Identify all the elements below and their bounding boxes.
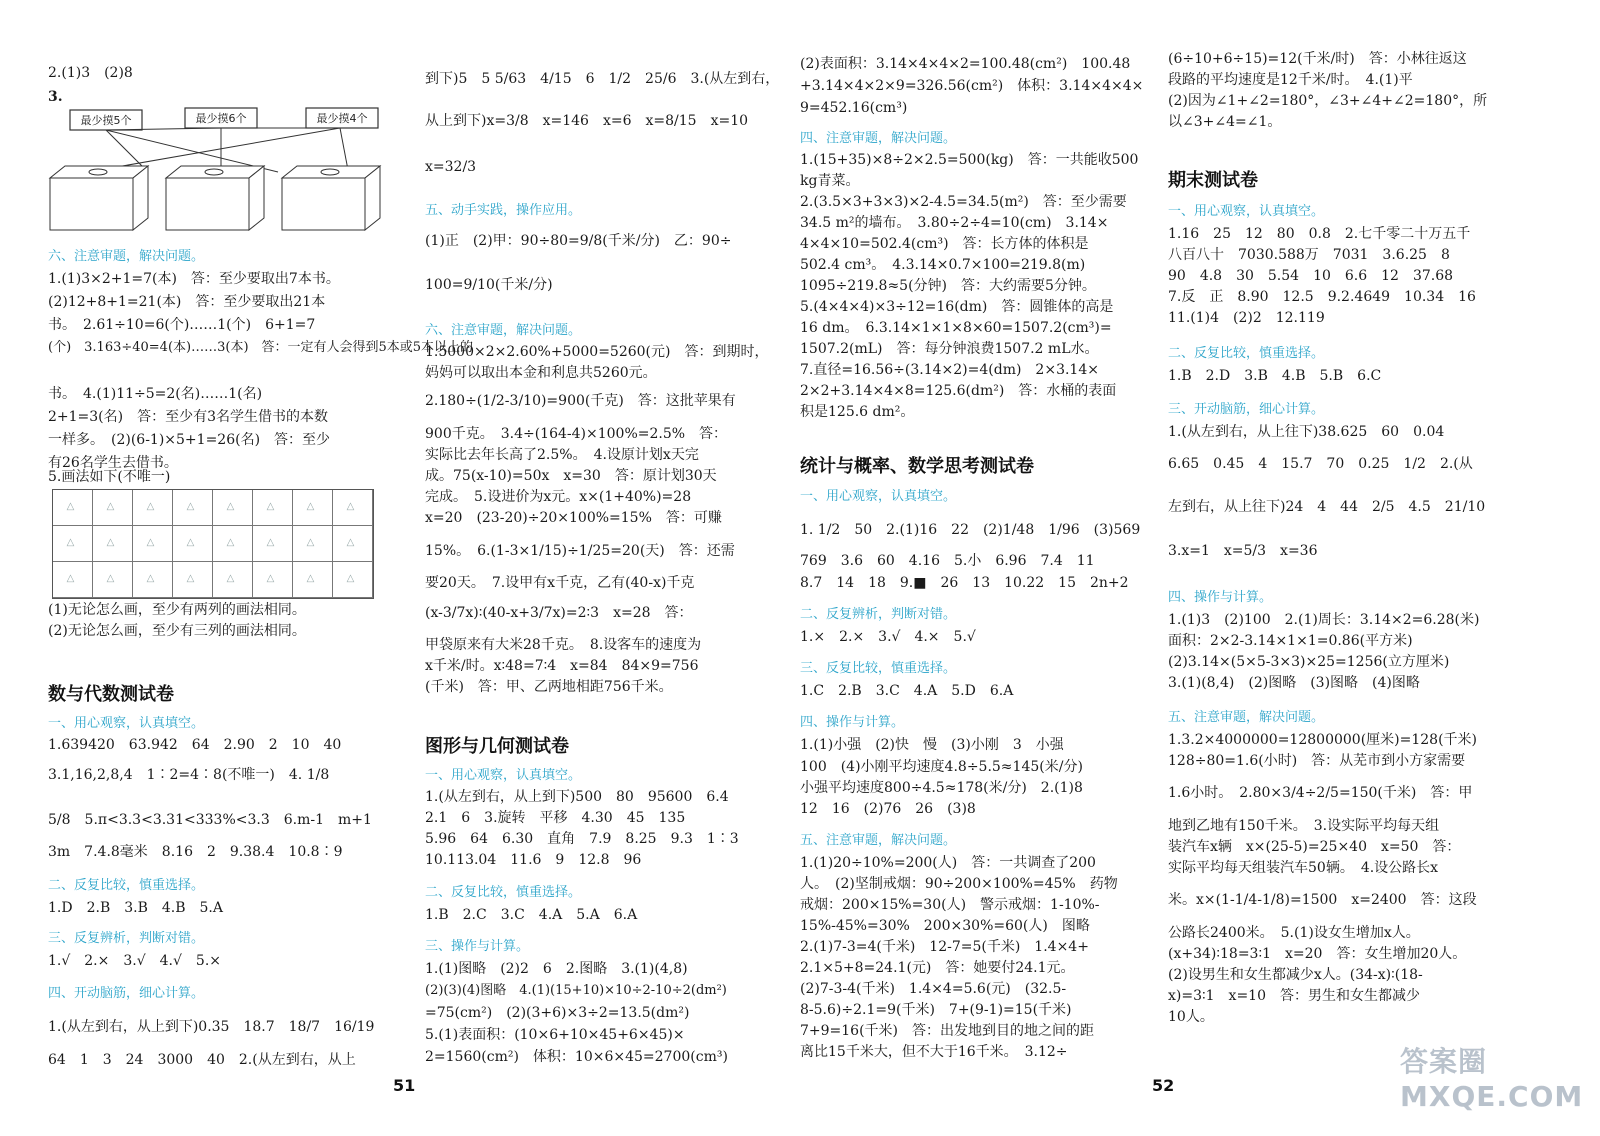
text-line: 769 3.6 60 4.16 5.小 6.96 7.4 11 xyxy=(800,553,1095,569)
text-line: 6.65 0.45 4 15.7 70 0.25 1/2 2.(从 xyxy=(1168,456,1473,472)
page-number: 52 xyxy=(1152,1076,1175,1095)
text-line: 1.(1)图略 (2)2 6 2.图略 3.(1)(4,8) xyxy=(425,961,688,977)
text-line: 1.(1)3 (2)100 2.(1)周长：3.14×2=6.28(米) xyxy=(1168,612,1480,628)
text-line: 米。x×(1-1/4-1/8)=1500 x=2400 答：这段 xyxy=(1168,892,1477,908)
text-line: 100 (4)小刚平均速度4.8÷5.5≈145(米/分) xyxy=(800,759,1083,775)
section-heading: 二、反复比较，慎重选择。 xyxy=(425,885,582,900)
text-line: 1.(15+35)×8÷2×2.5=500(kg) 答：一共能收500 xyxy=(800,152,1139,168)
text-line: 1.√ 2.× 3.√ 4.√ 5.× xyxy=(48,953,222,969)
section-heading: 三、操作与计算。 xyxy=(425,939,530,954)
text-line: 10.113.04 11.6 9 12.8 96 xyxy=(425,852,642,868)
text-line: (1)正 (2)甲：90÷80=9/8(千米/分) 乙：90÷ xyxy=(425,233,732,249)
section-heading: 六、注意审题，解决问题。 xyxy=(425,323,582,338)
text-line: 2.1×5+8=24.1(元) 答：她要付24.1元。 xyxy=(800,960,1075,976)
figure-label: 最少摸5个 xyxy=(80,114,132,127)
text-line: 1095÷219.8≈5(分钟) 答：大约需要5分钟。 xyxy=(800,278,1096,294)
text-line: 5/8 5.π<3.3<3.31<333%<3.3̇ 6.m-1 m+1 xyxy=(48,812,372,828)
text-line: 八百八十 7030.588万 7031 3.6.25 8 xyxy=(1168,247,1450,263)
text-line: 2+1=3(名) 答：至少有3名学生借书的本数 xyxy=(48,409,329,425)
section-heading: 一、用心观察，认真填空。 xyxy=(48,716,205,731)
text-line: (2)7-3-4(千米) 1.4×4=5.6(元) (32.5- xyxy=(800,981,1067,997)
text-line: (2)设男生和女生都减少x人。(34-x)∶(18- xyxy=(1168,967,1423,983)
text-line: 900千克。 3.4÷(164-4)×100%=2.5% 答： xyxy=(425,426,728,442)
text-line: 90 4.8 30 5.54 10 6.6 12 37.68 xyxy=(1168,268,1454,284)
text-line: 1.(从左到右，从上往下)38.625 60 0.04 xyxy=(1168,424,1445,440)
text-line: 一样多。 (2)(6-1)×5+1=26(名) 答：至少 xyxy=(48,432,331,448)
text-line: +3.14×4×2×9=326.56(cm²) 体积：3.14×4×4× xyxy=(800,78,1144,94)
section-heading: 二、反复比较，慎重选择。 xyxy=(48,878,205,893)
text-line: 7+9=16(千米) 答：出发地到目的地之间的距 xyxy=(800,1023,1095,1039)
text-line: kg青菜。 xyxy=(800,173,860,189)
answer-column-4 xyxy=(1168,0,1513,1136)
text-line: 成。75(x-10)=50x x=30 答：原计划30天 xyxy=(425,468,717,484)
text-line: 1.3.2×4000000=12800000(厘米)=128(千米) xyxy=(1168,732,1477,748)
text-line: 1.D 2.B 3.B 4.B 5.A xyxy=(48,900,223,916)
text-line: 1.6小时。 2.80×3/4÷2/5=150(千米) 答：甲 xyxy=(1168,785,1473,801)
text-line: 1.16 25 12 80 0.8 2.七千零二十万五千 xyxy=(1168,226,1471,242)
section-heading: 五、注意审题，解决问题。 xyxy=(1168,710,1325,725)
text-line: 戒烟：200×15%=30(人) 警示戒烟：1-10%- xyxy=(800,897,1100,913)
text-line: 12 16 (2)76 26 (3)8 xyxy=(800,801,976,817)
probability-figure xyxy=(48,100,393,240)
section-heading: 一、用心观察，认真填空。 xyxy=(1168,204,1325,219)
text-line: 面积：2×2-3.14×1×1=0.86(平方米) xyxy=(1168,633,1413,649)
text-line: (2)因为∠1+∠2=180°，∠3+∠4+∠2=180°，所 xyxy=(1168,93,1488,109)
text-line: (2)3.14×(5×5-3×3)×25=1256(立方厘米) xyxy=(1168,654,1450,670)
text-line: 3m 7.4.8毫米 8.16 2 9.38.4 10.8∶9 xyxy=(48,844,343,860)
text-line: 5.画法如下(不唯一) xyxy=(48,469,171,485)
text-line: 书。 4.(1)11÷5=2(名)……1(名) xyxy=(48,386,263,402)
text-line: 16 dm。 6.3.14×1×1×8×60=1507.2(cm³)= xyxy=(800,320,1112,336)
text-line: 11.(1)4 (2)2 12.119 xyxy=(1168,310,1325,326)
section-heading: 一、用心观察，认真填空。 xyxy=(425,768,582,783)
text-line: 积是125.6 dm²。 xyxy=(800,404,915,420)
text-line: x=32/3 xyxy=(425,159,477,175)
text-line: 5.(1)表面积：(10×6+10×45+6×45)× xyxy=(425,1027,685,1043)
text-line: 书。 2.61÷10=6(个)……1(个) 6+1=7 xyxy=(48,317,316,333)
text-line: 实际比去年长高了2.5%。 4.设原计划x天完 xyxy=(425,447,699,463)
text-line: 甲袋原来有大米28千克。 8.设客车的速度为 xyxy=(425,637,702,653)
section-heading: 六、注意审题，解决问题。 xyxy=(48,249,205,264)
watermark-logo: 答案圈 MXQE.COM xyxy=(1400,1045,1584,1113)
text-line: 1.B 2.D 3.B 4.B 5.B 6.C xyxy=(1168,368,1382,384)
text-line: (个) 3.163÷40=4(本)……3(本) 答：一定有人会得到5本或5本以上的 xyxy=(48,340,474,355)
text-line: 2=1560(cm²) 体积：10×6×45=2700(cm³) xyxy=(425,1049,728,1065)
text-line: 以∠3+∠4=∠1。 xyxy=(1168,114,1282,130)
text-line: 1.(1)3×2+1=7(本) 答：至少要取出7本书。 xyxy=(48,271,340,287)
text-line: 3. xyxy=(48,89,63,105)
text-line: 1.(从左到右，从上到下)500 80 95600 6.4 xyxy=(425,789,729,805)
text-line: 1.C 2.B 3.C 4.A 5.D 6.A xyxy=(800,683,1014,699)
figure-label: 最少摸4个 xyxy=(316,112,368,125)
section-heading: 四、操作与计算。 xyxy=(800,715,905,730)
section-title: 数与代数测试卷 xyxy=(48,684,174,705)
section-title: 期末测试卷 xyxy=(1168,170,1258,191)
drawing-grid xyxy=(52,489,374,599)
text-line: 7.直径=16.56÷(3.14×2)=4(dm) 2×3.14× xyxy=(800,362,1099,378)
text-line: 完成。 5.设进价为x元。x×(1+40%)=28 xyxy=(425,489,692,505)
text-line: 有26名学生去借书。 xyxy=(48,455,178,471)
text-line: 公路长2400米。 5.(1)设女生增加x人。 xyxy=(1168,925,1420,941)
text-line: 2.180÷(1/2-3/10)=900(千克) 答：这批苹果有 xyxy=(425,393,736,409)
section-heading: 三、开动脑筋，细心计算。 xyxy=(1168,402,1325,417)
answer-column-3 xyxy=(800,0,1144,1136)
text-line: (6÷10+6÷15)=12(千米/时) 答：小林往返这 xyxy=(1168,51,1467,67)
text-line: (千米) 答：甲、乙两地相距756千米。 xyxy=(425,679,673,695)
text-line: 从上到下)x=3/8 x=146 x=6 x=8/15 x=10 xyxy=(425,113,749,129)
text-line: 34.5 m²的墙布。 3.80÷2÷4=10(cm) 3.14× xyxy=(800,215,1109,231)
text-line: 1.5000×2×2.60%+5000=5260(元) 答：到期时， xyxy=(425,344,769,360)
text-line: 1.B 2.C 3.C 4.A 5.A 6.A xyxy=(425,907,638,923)
text-line: 5.96 64 6.30 直角 7.9 8.25 9.3 1∶3 xyxy=(425,831,739,847)
text-line: 2×2+3.14×4×8=125.6(dm²) 答：水桶的表面 xyxy=(800,383,1117,399)
section-heading: 三、反复比较，慎重选择。 xyxy=(800,661,957,676)
section-heading: 二、反复辨析，判断对错。 xyxy=(800,607,957,622)
text-line: =75(cm²) (2)(3+6)×3÷2=13.5(dm²) xyxy=(425,1005,690,1021)
section-heading: 二、反复比较，慎重选择。 xyxy=(1168,346,1325,361)
text-line: 2.(1)3 (2)8 xyxy=(48,65,133,81)
text-line: 3.x=1 x=5/3 x=36 xyxy=(1168,543,1318,559)
text-line: 装汽车x辆 x×(25-5)=25×40 x=50 答： xyxy=(1168,839,1461,855)
text-line: 1.639420 63.942 64 2.90 2 10 40 xyxy=(48,737,342,753)
text-line: 10人。 xyxy=(1168,1009,1214,1025)
text-line: 9=452.16(cm³) xyxy=(800,100,908,116)
text-line: 1. 1/2 50 2.(1)16 22 (2)1/48 1/96 (3)569 xyxy=(800,522,1141,538)
section-title: 图形与几何测试卷 xyxy=(425,736,569,757)
text-line: 1.(从左到右，从上到下)0.35 18.7 18/7 16/19 xyxy=(48,1019,375,1035)
text-line: x千米/时。x∶48=7∶4 x=84 84×9=756 xyxy=(425,658,699,674)
section-heading: 五、动手实践，操作应用。 xyxy=(425,203,582,218)
text-line: 3.(1)(8,4) (2)图略 (3)图略 (4)图略 xyxy=(1168,675,1420,691)
text-line: 2.(1)7-3=4(千米) 12-7=5(千米) 1.4×4+ xyxy=(800,939,1089,955)
text-line: 1.× 2.× 3.√ 4.× 5.√ xyxy=(800,629,976,645)
text-line: 妈妈可以取出本金和利息共5260元。 xyxy=(425,365,657,381)
text-line: 8.7 14 18 9.■ 26 13 10.22 15 2n+2 xyxy=(800,575,1129,591)
text-line: 要20天。 7.设甲有x千克，乙有(40-x)千克 xyxy=(425,575,695,591)
text-line: 15%-45%=30% 200×30%=60(人) 图略 xyxy=(800,918,1090,934)
section-heading: 四、开动脑筋，细心计算。 xyxy=(48,986,205,1001)
text-line: 7.反 正 8.90 12.5 9.2.4649 10.34 16 xyxy=(1168,289,1476,305)
text-line: 4×4×10=502.4(cm³) 答：长方体的体积是 xyxy=(800,236,1089,252)
text-line: 1507.2(mL) 答：每分钟浪费1507.2 mL水。 xyxy=(800,341,1099,357)
text-line: 实际平均每天组装汽车50辆。 4.设公路长x xyxy=(1168,860,1439,876)
section-heading: 四、操作与计算。 xyxy=(1168,590,1273,605)
text-line: 左到右，从上往下)24 4 44 2/5 4.5 21/10 xyxy=(1168,499,1486,515)
text-line: 128÷80=1.6(小时) 答：从芜市到小方家需要 xyxy=(1168,753,1466,769)
answer-column-2 xyxy=(425,0,780,1136)
text-line: (2)(3)(4)图略 4.(1)(15+10)×10÷2-10÷2(dm²) xyxy=(425,983,727,998)
text-line: (x-3/7x)∶(40-x+3/7x)=2∶3 x=28 答： xyxy=(425,605,693,621)
text-line: 3.1,16,2,8,4 1∶2=4∶8(不唯一) 4. 1/8 xyxy=(48,767,330,783)
text-line: 小强平均速度800÷4.5≈178(米/分) 2.(1)8 xyxy=(800,780,1083,796)
text-line: 100=9/10(千米/分) xyxy=(425,277,553,293)
text-line: 64 1 3 24 3000 40 2.(从左到右，从上 xyxy=(48,1052,356,1068)
text-line: 2.(3.5×3+3×3)×2-4.5=34.5(m²) 答：至少需要 xyxy=(800,194,1127,210)
text-line: (1)无论怎么画，至少有两列的画法相同。 xyxy=(48,602,306,618)
text-line: (2)12+8+1=21(本) 答：至少要取出21本 xyxy=(48,294,326,310)
text-line: 离比15千米大，但不大于16千米。 3.12÷ xyxy=(800,1044,1068,1060)
text-line: x=20 (23-20)÷20×100%=15% 答：可赚 xyxy=(425,510,722,526)
page-number: 51 xyxy=(393,1076,416,1095)
text-line: (2)无论怎么画，至少有三列的画法相同。 xyxy=(48,623,306,639)
text-line: 502.4 cm³。 4.3.14×0.7×100=219.8(m) xyxy=(800,257,1086,273)
text-line: 5.(4×4×4)×3÷12=16(dm) 答：圆锥体的高是 xyxy=(800,299,1114,315)
section-heading: 五、注意审题，解决问题。 xyxy=(800,833,957,848)
text-line: 1.(1)小强 (2)快 慢 (3)小刚 3 小强 xyxy=(800,737,1064,753)
figure-label: 最少摸6个 xyxy=(195,112,247,125)
section-heading: 一、用心观察，认真填空。 xyxy=(800,489,957,504)
text-line: 到下)5 5 5/63 4/15 6 1/2 25/6 3.(从左到右， xyxy=(425,71,780,87)
text-line: 8-5.6)÷2.1=9(千米) 7+(9-1)=15(千米) xyxy=(800,1002,1072,1018)
section-title: 统计与概率、数学思考测试卷 xyxy=(800,456,1034,477)
text-line: 人。 (2)坚制戒烟：90÷200×100%=45% 药物 xyxy=(800,876,1118,892)
section-heading: 四、注意审题，解决问题。 xyxy=(800,131,957,146)
text-line: 2.1 6 3.旋转 平移 4.30 45 135 xyxy=(425,810,686,826)
text-line: 段路的平均速度是12千米/时。 4.(1)平 xyxy=(1168,72,1413,88)
text-line: x)=3∶1 x=10 答：男生和女生都减少 xyxy=(1168,988,1420,1004)
text-line: (x+34)∶18=3∶1 x=20 答：女生增加20人。 xyxy=(1168,946,1467,962)
text-line: 15%。 6.(1-3×1/15)÷1/25=20(天) 答：还需 xyxy=(425,543,735,559)
text-line: (2)表面积：3.14×4×4×2=100.48(cm²) 100.48 xyxy=(800,56,1131,72)
text-line: 1.(1)20÷10%=200(人) 答：一共调查了200 xyxy=(800,855,1096,871)
text-line: 地到乙地有150千米。 3.设实际平均每天组 xyxy=(1168,818,1440,834)
section-heading: 三、反复辨析，判断对错。 xyxy=(48,931,205,946)
